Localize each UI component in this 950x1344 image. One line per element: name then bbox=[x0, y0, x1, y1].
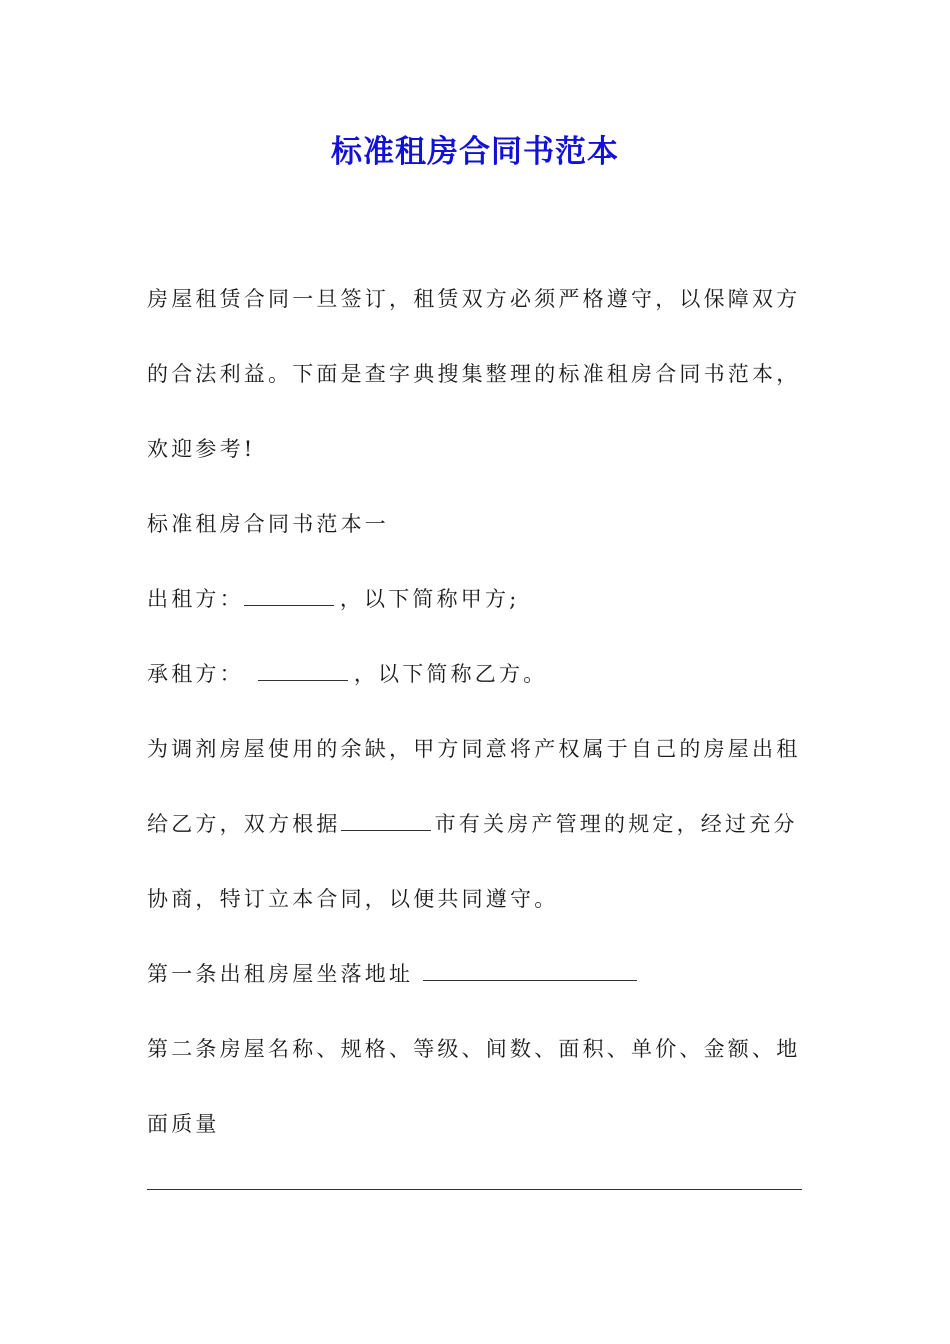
article-1 bbox=[147, 937, 807, 1012]
article-2: 第二条房屋名称、规格、等级、间数、面积、单价、金额、地面质量 bbox=[147, 1037, 801, 1136]
lessee-blank bbox=[258, 662, 348, 681]
lessee-label: 承租方： bbox=[147, 662, 244, 686]
purpose-text-part1: 为调剂房屋使用的余缺，甲方同意将产权属于自己的房屋出租给乙方，双方根据 bbox=[147, 737, 801, 836]
lessor-label: 出租方： bbox=[147, 587, 244, 611]
article-1-text: 第一条出租房屋坐落地址 bbox=[147, 962, 414, 986]
document-body bbox=[147, 262, 807, 1162]
document-title: 标准租房合同书范本 bbox=[331, 134, 619, 170]
purpose-paragraph bbox=[147, 712, 807, 937]
intro-paragraph: 房屋租赁合同一旦签订，租赁双方必须严格遵守，以保障双方的合法利益。下面是查字典搜集整理的标准租房合同书范本，欢迎参考! bbox=[147, 287, 801, 461]
fill-in-rule bbox=[147, 1189, 802, 1190]
section-heading: 标准租房合同书范本一 bbox=[147, 512, 389, 536]
purpose-text-part2: 市有关房产管理的规定，经过充分协商，特订立本合同，以便共同遵守。 bbox=[147, 812, 798, 911]
lessor-blank bbox=[244, 587, 334, 606]
lessee-line bbox=[147, 637, 807, 712]
lessee-suffix: ，以下简称乙方。 bbox=[353, 662, 548, 686]
lessor-line bbox=[147, 562, 807, 637]
address-blank bbox=[423, 962, 637, 981]
lessor-suffix: ，以下简称甲方; bbox=[339, 587, 520, 611]
city-blank bbox=[341, 812, 431, 831]
